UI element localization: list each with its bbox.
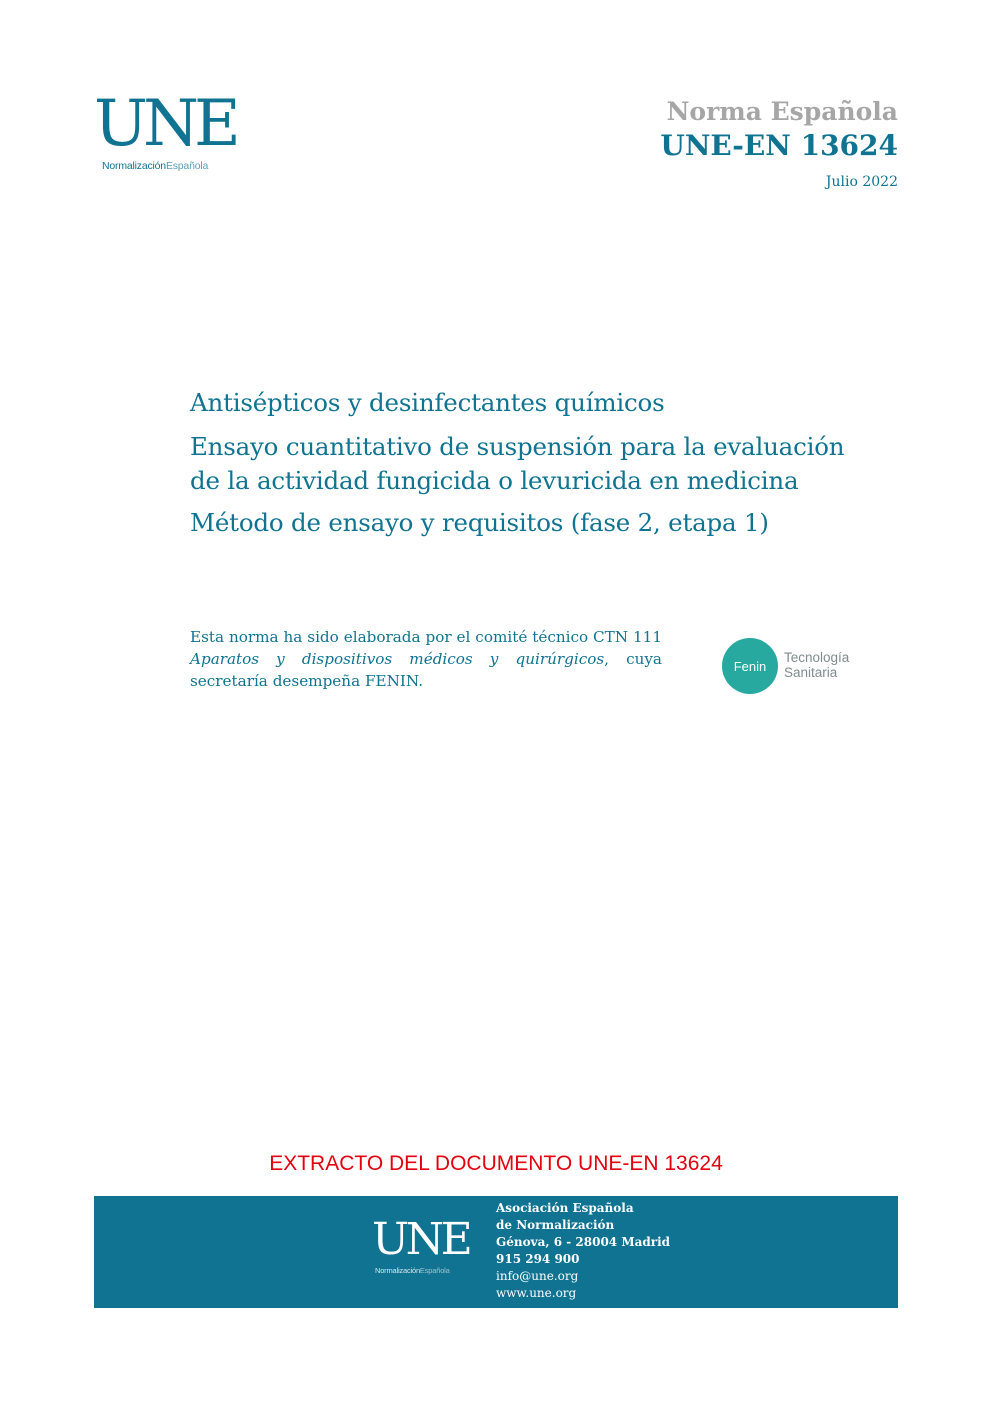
footer-band: [94, 1196, 898, 1308]
standard-header: [660, 96, 898, 190]
footer-org-line1: Asociación Española: [496, 1201, 634, 1215]
une-logo: [94, 87, 239, 176]
publication-date: Julio 2022: [825, 174, 898, 190]
committee-name: Aparatos y dispositivos médicos y quirúrgicos: [190, 650, 605, 668]
fenin-logo: [722, 638, 882, 698]
title-secondary-line2: de la actividad fungicida o levuricida en medicina: [190, 466, 799, 495]
committee-text-2: , cuya secretaría desempeña FENIN.: [190, 650, 662, 690]
fenin-logo-circle: Fenin: [722, 638, 778, 694]
fenin-logo-line1: Tecnología: [784, 650, 850, 665]
footer-logo-word: UNE: [372, 1214, 470, 1265]
footer-logo-subtitle: [375, 1266, 450, 1275]
title-main: Antisépticos y desinfectantes químicos: [190, 388, 665, 417]
une-logo-word: UNE: [94, 87, 236, 161]
norma-code: UNE-EN 13624: [660, 129, 898, 162]
title-method: Método de ensayo y requisitos (fase 2, etapa 1): [190, 508, 769, 537]
footer-email[interactable]: info@une.org: [496, 1269, 579, 1283]
footer-une-logo: [372, 1214, 482, 1278]
document-titles: [190, 386, 910, 550]
committee-statement: [190, 626, 662, 692]
une-logo-sub-main: Normalización: [102, 160, 166, 172]
une-logo-sub-light: Española: [165, 160, 209, 172]
footer-address: Génova, 6 - 28004 Madrid: [496, 1235, 671, 1249]
une-logo-subtitle: [102, 160, 208, 172]
title-secondary-line1: Ensayo cuantitativo de suspensión para la evaluación: [190, 432, 845, 461]
title-secondary: [190, 430, 910, 498]
footer-logo-sub-main: Normalización: [375, 1266, 420, 1275]
footer-org-line2: de Normalización: [496, 1218, 615, 1232]
fenin-logo-text: [784, 650, 849, 680]
norma-label: Norma Española: [666, 97, 898, 126]
extract-label: EXTRACTO DEL DOCUMENTO UNE-EN 13624: [269, 1152, 723, 1175]
footer-website[interactable]: www.une.org: [496, 1286, 577, 1300]
committee-text-1: Esta norma ha sido elaborada por el comité técnico CTN 111: [190, 628, 662, 646]
fenin-logo-line2: Sanitaria: [784, 665, 838, 680]
footer-logo-sub-light: Española: [419, 1266, 450, 1275]
footer-contact: [496, 1200, 670, 1302]
footer-phone: 915 294 900: [496, 1252, 580, 1266]
